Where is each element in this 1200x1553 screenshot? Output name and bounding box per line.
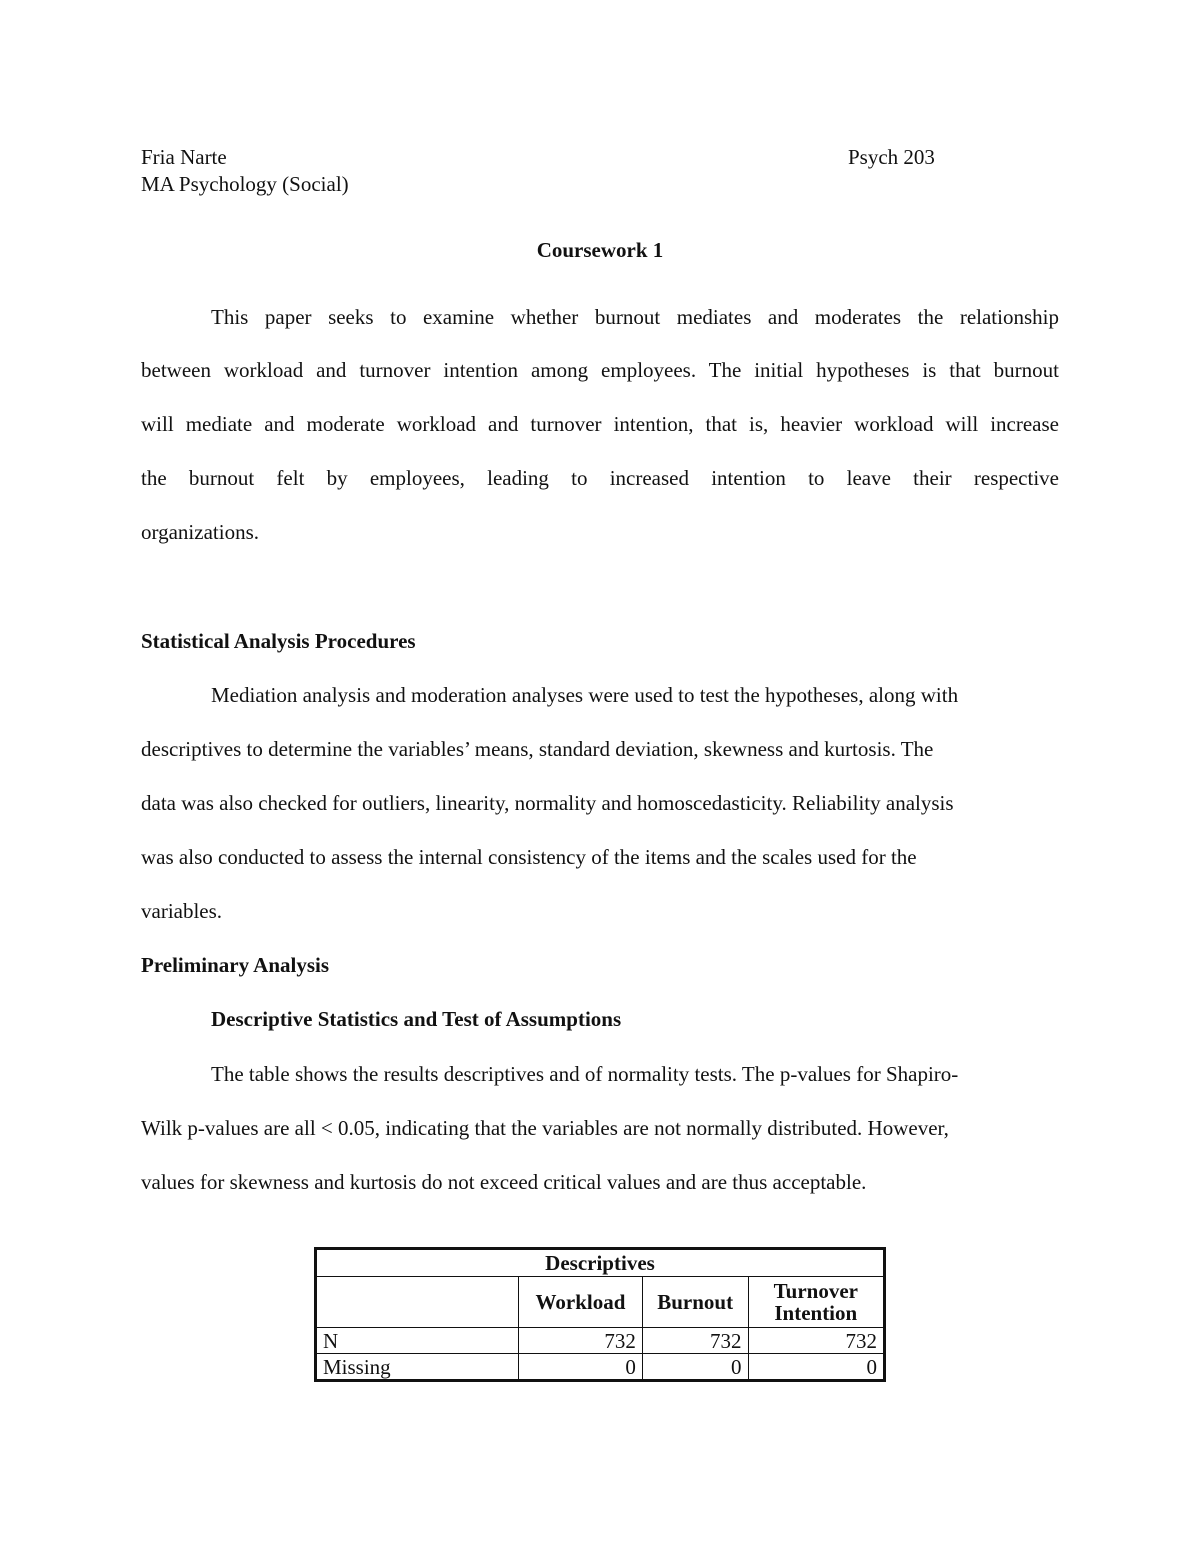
- course-code: Psych 203: [848, 145, 935, 169]
- stat-line-2: descriptives to determine the variables’ means, standard deviation, skewness and kurtosis. The: [141, 737, 934, 761]
- table-header-turnover-line2: Intention: [774, 1301, 858, 1325]
- prelim-line-2: Wilk p-values are all < 0.05, indicating that the variables are not normally distributed. However,: [141, 1116, 949, 1140]
- stat-line-1: Mediation analysis and moderation analyses were used to test the hypotheses, along with: [211, 683, 959, 707]
- stat-line-3: data was also checked for outliers, linearity, normality and homoscedasticity. Reliability analysis: [141, 791, 954, 815]
- subheading-descriptive: Descriptive Statistics and Test of Assumptions: [211, 1007, 622, 1031]
- program-name: MA Psychology (Social): [141, 172, 349, 196]
- intro-line-2: between workload and turnover intention among employees. The initial hypotheses is that burnout: [141, 358, 1059, 382]
- table-row-label: Missing: [316, 1354, 519, 1381]
- table-cell-workload: 732: [519, 1328, 643, 1354]
- table-row-label: N: [316, 1328, 519, 1354]
- table-row: [316, 1354, 885, 1381]
- intro-line-3: will mediate and moderate workload and turnover intention, that is, heavier workload will increase: [141, 412, 1059, 436]
- section-heading-statistical: Statistical Analysis Procedures: [141, 629, 416, 653]
- intro-line-1: This paper seeks to examine whether burnout mediates and moderates the relationship: [211, 305, 1059, 329]
- table-cell-workload: 0: [519, 1354, 643, 1381]
- table-header-turnover: [748, 1277, 884, 1328]
- table-header-turnover-line1: Turnover: [773, 1279, 858, 1303]
- table-cell-turnover: 0: [748, 1354, 884, 1381]
- table-cell-burnout: 0: [642, 1354, 748, 1381]
- intro-line-4: the burnout felt by employees, leading to increased intention to leave their respective: [141, 466, 1059, 490]
- prelim-line-1: The table shows the results descriptives and of normality tests. The p-values for Shapiro-: [211, 1062, 959, 1086]
- table-header-row: [316, 1277, 885, 1328]
- table-title-row: [316, 1249, 885, 1277]
- stat-line-4: was also conducted to assess the internal consistency of the items and the scales used for the: [141, 845, 917, 869]
- table-header-empty: [316, 1277, 519, 1328]
- table-header-workload: Workload: [519, 1277, 643, 1328]
- table-row: [316, 1328, 885, 1354]
- stat-line-5: variables.: [141, 899, 223, 923]
- section-heading-preliminary: Preliminary Analysis: [141, 953, 330, 977]
- table-cell-turnover: 732: [748, 1328, 884, 1354]
- table-title: Descriptives: [316, 1249, 885, 1277]
- author-name: Fria Narte: [141, 145, 227, 169]
- intro-line-5: organizations.: [141, 520, 260, 544]
- prelim-line-3: values for skewness and kurtosis do not exceed critical values and are thus acceptable.: [141, 1170, 867, 1194]
- descriptives-table: [314, 1247, 886, 1382]
- page-title: Coursework 1: [536, 238, 664, 262]
- table-header-burnout: Burnout: [642, 1277, 748, 1328]
- table-cell-burnout: 732: [642, 1328, 748, 1354]
